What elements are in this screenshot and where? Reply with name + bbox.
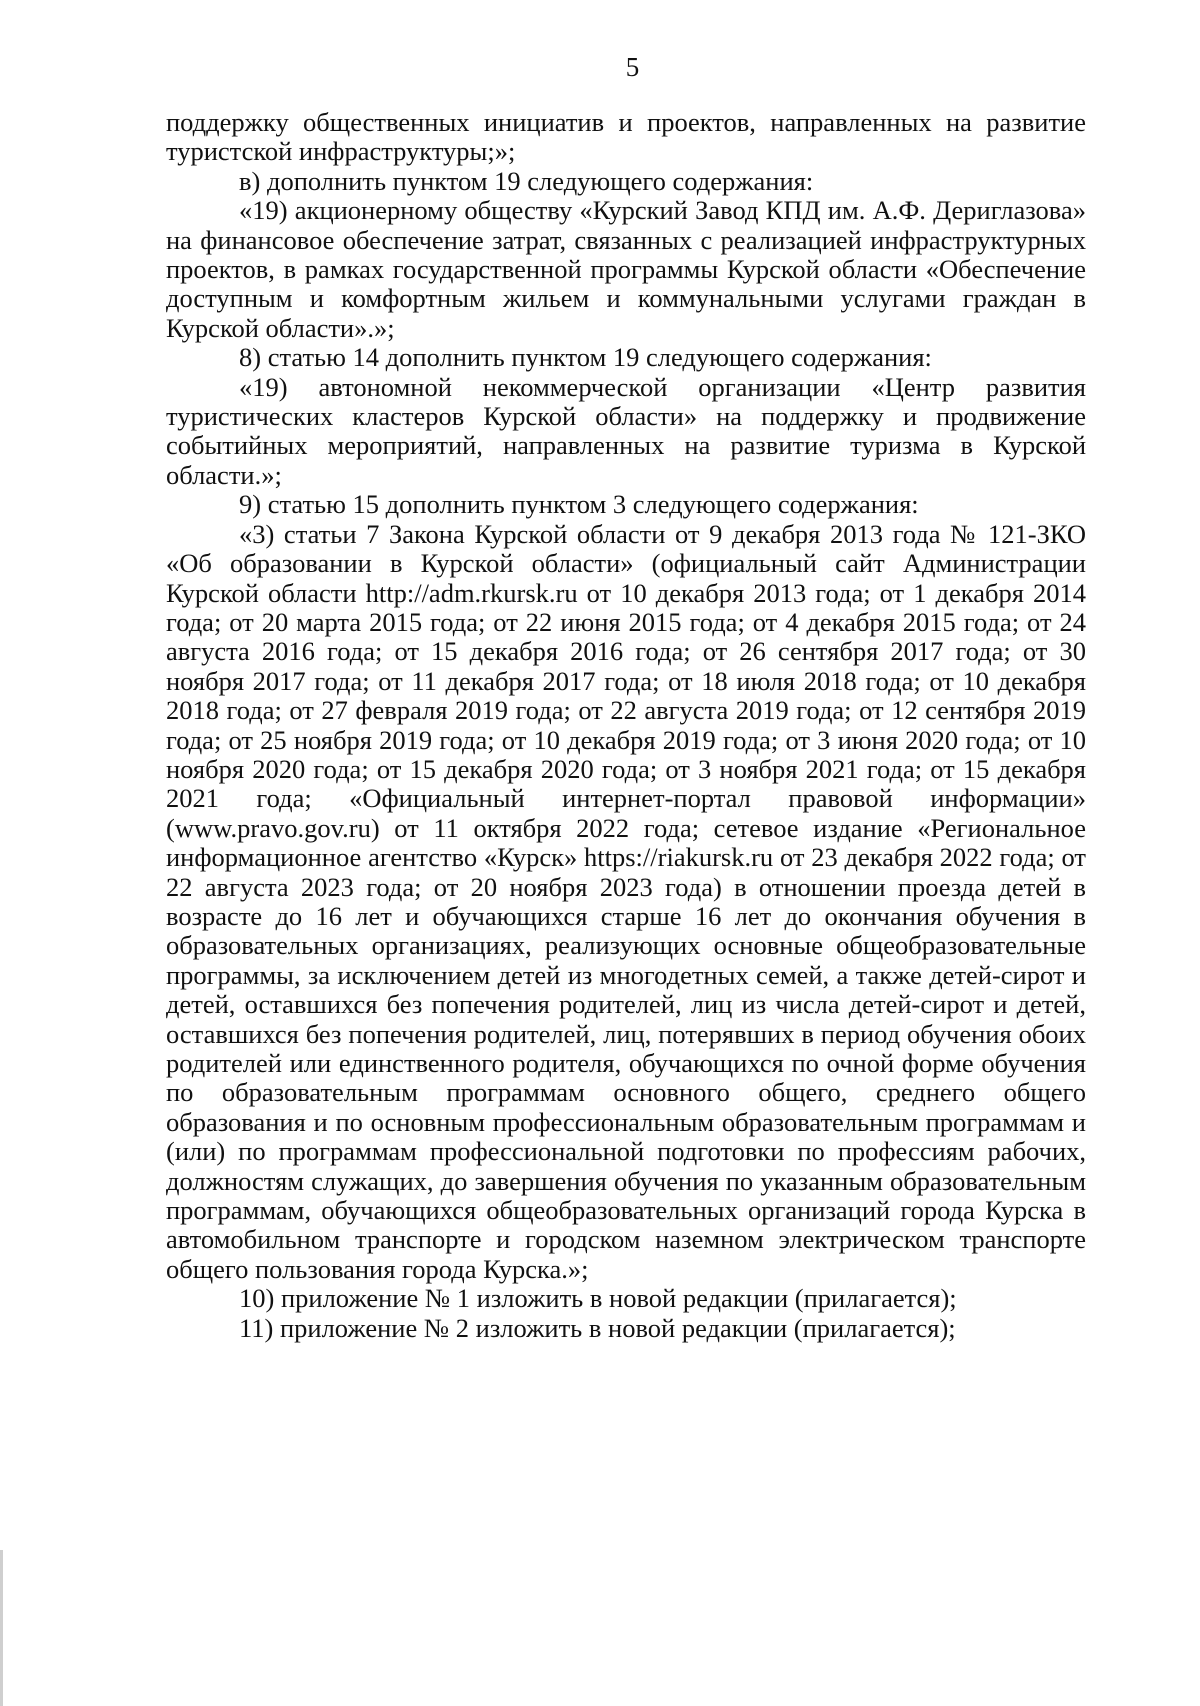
paragraph-item-8: 8) статью 14 дополнить пунктом 19 следующего содержания: <box>239 342 932 373</box>
page-number: 5 <box>625 52 640 82</box>
paragraph-point-19-plant: «19) акционерному обществу «Курский Завод КПД им. А.Ф. Дериглазова» на финансовое обеспечение затрат, связанных с реализацией инфраструктурных проектов, в рамках государственной программы Курской области «Обеспечение доступным и комфортным жильем и коммунальными услугами граждан в Курской области».»; <box>166 195 1086 343</box>
paragraph-point-3-law: «3) статьи 7 Закона Курской области от 9 декабря 2013 года № 121-ЗКО «Об образовании в Курской области» (официальный сайт Администрации Курской области http://adm.rkursk.ru от 10 декабря 2013 года; от 1 декабря 2014 года; от 20 марта 2015 года; от 22 июня 2015 года; от 4 декабря 2015 года; от 24 августа 2016 года; от 15 декабря 2016 года; от 26 сентября 2017 года; от 30 ноября 2017 года; от 11 декабря 2017 года; от 18 июля 2018 года; от 10 декабря 2018 года; от 27 февраля 2019 года; от 22 августа 2019 года; от 12 сентября 2019 года; от 25 ноября 2019 года; от 10 декабря 2019 года; от 3 июня 2020 года; от 10 ноября 2020 года; от 15 декабря 2020 года; от 3 ноября 2021 года; от 15 декабря 2021 года; «Официальный интернет-портал правовой информации» (www.pravo.gov.ru) от 11 октября 2022 года; сетевое издание «Региональное информационное агентство «Курск» https://riakursk.ru от 23 декабря 2022 года; от 22 августа 2023 года; от 20 ноября 2023 года) в отношении проезда детей в возрасте до 16 лет и обучающихся старше 16 лет до окончания обучения в образовательных организациях, реализующих основные общеобразовательные программы, за исключением детей из многодетных семей, а также детей-сирот и детей, оставшихся без попечения родителей, лиц из числа детей-сирот и детей, оставшихся без попечения родителей, лиц, потерявших в период обучения обоих родителей или единственного родителя, обучающихся по очной форме обучения по образовательным программам основного общего, среднего общего образования и по основным профессиональным образовательным программам и (или) по программам профессиональной подготовки по профессиям рабочих, должностям служащих, до завершения обучения по указанным образовательным программам, обучающихся общеобразовательных организаций города Курска в автомобильном транспорте и городском наземном электрическом транспорте общего пользования города Курска.»; <box>166 518 1086 1284</box>
paragraph-point-19-tourism: «19) автономной некоммерческой организации «Центр развития туристических кластеров Курской области» на поддержку и продвижение событийных мероприятий, направленных на развитие туризма в Курской области.»; <box>166 371 1086 490</box>
document-body <box>166 108 1086 1343</box>
paragraph-item-10: 10) приложение № 1 изложить в новой редакции (прилагается); <box>239 1283 957 1314</box>
paragraph-item-v: в) дополнить пунктом 19 следующего содержания: <box>239 165 814 196</box>
paragraph-item-9: 9) статью 15 дополнить пунктом 3 следующего содержания: <box>239 489 919 520</box>
paragraph-continuation: поддержку общественных инициатив и проектов, направленных на развитие туристской инфраструктуры;»; <box>166 107 1086 167</box>
scan-edge-mark <box>0 1550 3 1706</box>
paragraph-item-11: 11) приложение № 2 изложить в новой редакции (прилагается); <box>239 1312 956 1343</box>
